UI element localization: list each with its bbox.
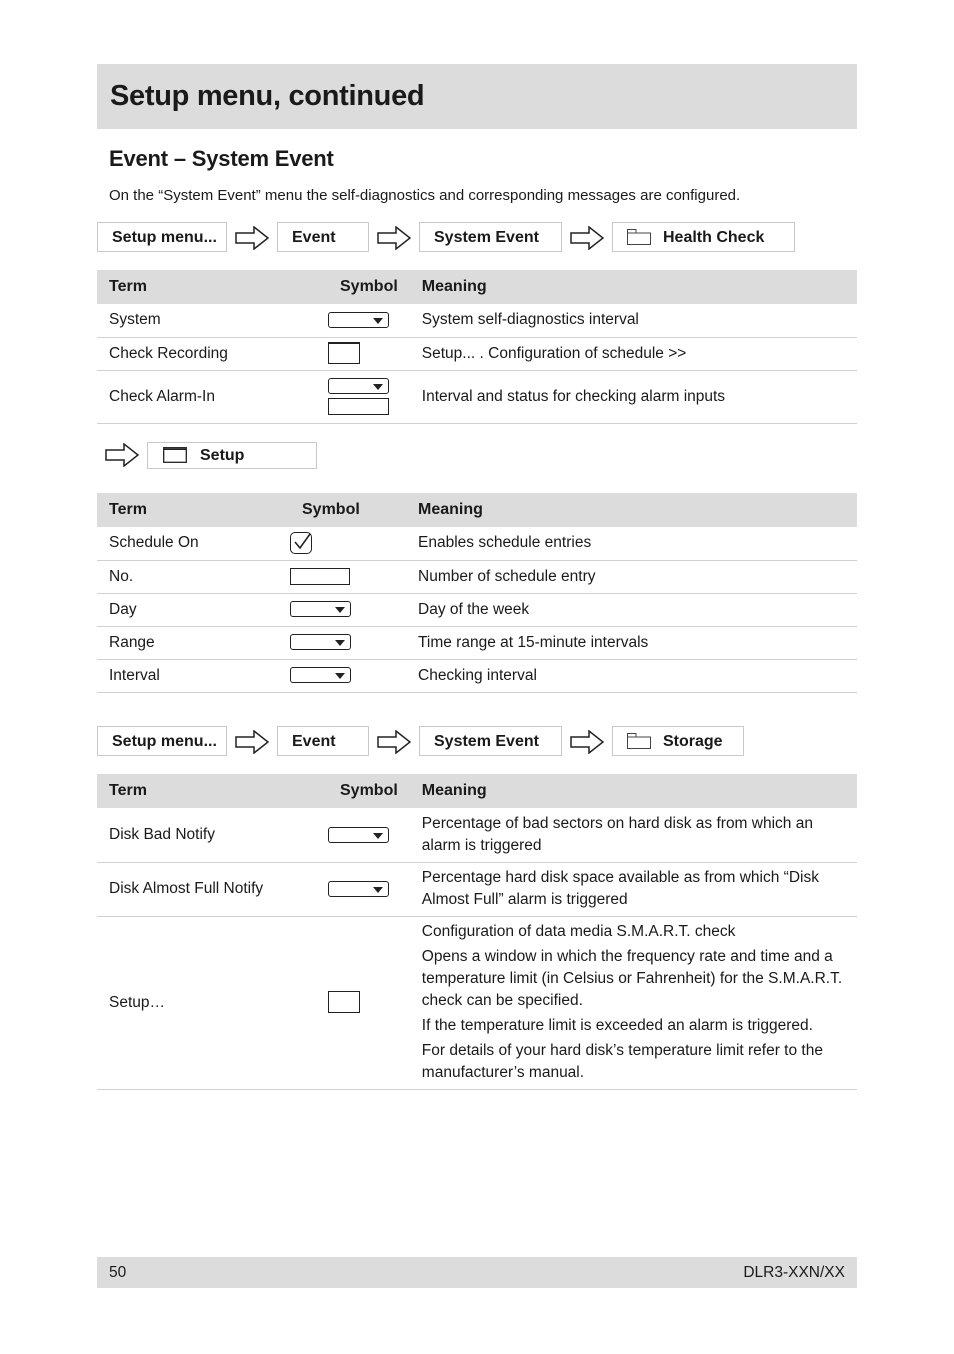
crumb-setup-menu: Setup menu... <box>97 726 227 756</box>
meaning-cell: Percentage hard disk space available as from which “Disk Almost Full” alarm is triggered <box>410 862 857 916</box>
dropdown-icon <box>328 881 389 897</box>
term-cell: Interval <box>97 659 290 692</box>
folder-tab-icon <box>627 733 651 749</box>
dropdown-icon <box>328 378 389 394</box>
symbol-cell <box>290 593 406 626</box>
col-term: Term <box>97 270 328 304</box>
term-cell: Disk Almost Full Notify <box>97 862 328 916</box>
table-row <box>97 626 857 659</box>
symbol-cell <box>290 527 406 560</box>
symbol-cell <box>328 337 410 370</box>
checkbox-icon <box>290 532 312 554</box>
crumb-label: Health Check <box>663 229 765 246</box>
crumb-event: Event <box>277 222 369 252</box>
crumb-system-event: System Event <box>419 726 562 756</box>
col-symbol: Symbol <box>290 493 406 527</box>
term-cell: Range <box>97 626 290 659</box>
col-symbol: Symbol <box>328 270 410 304</box>
model-number: DLR3-XXN/XX <box>743 1264 845 1281</box>
col-meaning: Meaning <box>410 774 857 808</box>
term-cell: System <box>97 304 328 337</box>
crumb-event: Event <box>277 726 369 756</box>
crumb-setup-menu: Setup menu... <box>97 222 227 252</box>
dropdown-icon <box>290 601 351 617</box>
crumb-system-event: System Event <box>419 222 562 252</box>
table-row <box>97 808 857 862</box>
col-term: Term <box>97 774 328 808</box>
meaning-cell: Enables schedule entries <box>406 527 857 560</box>
table-schedule-setup <box>97 493 857 693</box>
table-row <box>97 593 857 626</box>
meaning-cell: Setup... . Configuration of schedule >> <box>410 337 857 370</box>
table-row <box>97 337 857 370</box>
meaning-cell: Number of schedule entry <box>406 560 857 593</box>
meaning-cell: System self-diagnostics interval <box>410 304 857 337</box>
button-icon <box>328 991 360 1013</box>
term-cell: Day <box>97 593 290 626</box>
crumb-setup <box>147 442 317 469</box>
term-cell: No. <box>97 560 290 593</box>
meaning-line: If the temperature limit is exceeded an alarm is triggered. <box>421 1017 813 1034</box>
text-field-icon <box>290 568 350 585</box>
table-row <box>97 527 857 560</box>
dropdown-icon <box>328 312 389 328</box>
symbol-cell <box>290 626 406 659</box>
symbol-cell <box>290 560 406 593</box>
col-symbol: Symbol <box>328 774 410 808</box>
section-title: Event – System Event <box>109 146 334 171</box>
arrow-right-icon <box>377 730 411 754</box>
meaning-cell: Time range at 15-minute intervals <box>406 626 857 659</box>
table-row <box>97 560 857 593</box>
dropdown-icon <box>328 827 389 843</box>
arrow-right-icon <box>235 730 269 754</box>
title-bar <box>97 64 857 129</box>
crumb-label: Setup <box>200 447 245 464</box>
arrow-right-icon <box>377 226 411 250</box>
meaning-cell: Percentage of bad sectors on hard disk as from which an alarm is triggered <box>410 808 857 862</box>
table-row <box>97 370 857 423</box>
arrow-right-icon <box>105 443 139 467</box>
term-cell: Disk Bad Notify <box>97 808 328 862</box>
term-cell: Setup… <box>97 916 328 1089</box>
text-field-icon <box>328 398 389 415</box>
meaning-cell <box>410 916 857 1089</box>
crumb-storage <box>612 726 744 756</box>
meaning-cell: Checking interval <box>406 659 857 692</box>
window-icon <box>162 447 188 463</box>
table-storage <box>97 774 857 1090</box>
table-row <box>97 916 857 1089</box>
intro-text: On the “System Event” menu the self-diagnostics and corresponding messages are configured. <box>109 187 741 204</box>
meaning-line: For details of your hard disk’s temperature limit refer to the manufacturer’s manual. <box>421 1042 823 1081</box>
meaning-cell: Interval and status for checking alarm inputs <box>410 370 857 423</box>
arrow-right-icon <box>235 226 269 250</box>
dropdown-icon <box>290 667 351 683</box>
crumb-health-check <box>612 222 795 252</box>
meaning-line: Opens a window in which the frequency rate and time and a temperature limit (in Celsius or Fahrenheit) for the S.M.A.R.T. check can be specified. <box>421 948 843 1009</box>
table-row <box>97 659 857 692</box>
symbol-cell <box>328 862 410 916</box>
crumb-label: Storage <box>663 733 723 750</box>
button-icon <box>328 342 360 364</box>
arrow-right-icon <box>570 226 604 250</box>
symbol-cell <box>328 304 410 337</box>
symbol-cell <box>328 370 410 423</box>
table-row <box>97 862 857 916</box>
term-cell: Check Recording <box>97 337 328 370</box>
meaning-cell: Day of the week <box>406 593 857 626</box>
symbol-cell <box>328 916 410 1089</box>
dropdown-icon <box>290 634 351 650</box>
col-meaning: Meaning <box>410 270 857 304</box>
col-meaning: Meaning <box>406 493 857 527</box>
table-row <box>97 304 857 337</box>
folder-tab-icon <box>627 229 651 245</box>
arrow-right-icon <box>570 730 604 754</box>
symbol-cell <box>290 659 406 692</box>
symbol-cell <box>328 808 410 862</box>
term-cell: Schedule On <box>97 527 290 560</box>
col-term: Term <box>97 493 290 527</box>
page-footer <box>97 1257 857 1288</box>
term-cell: Check Alarm-In <box>97 370 328 423</box>
page-title: Setup menu, continued <box>110 80 425 112</box>
table-health-check <box>97 270 857 424</box>
meaning-line: Configuration of data media S.M.A.R.T. check <box>421 923 736 940</box>
page-number: 50 <box>109 1264 127 1281</box>
